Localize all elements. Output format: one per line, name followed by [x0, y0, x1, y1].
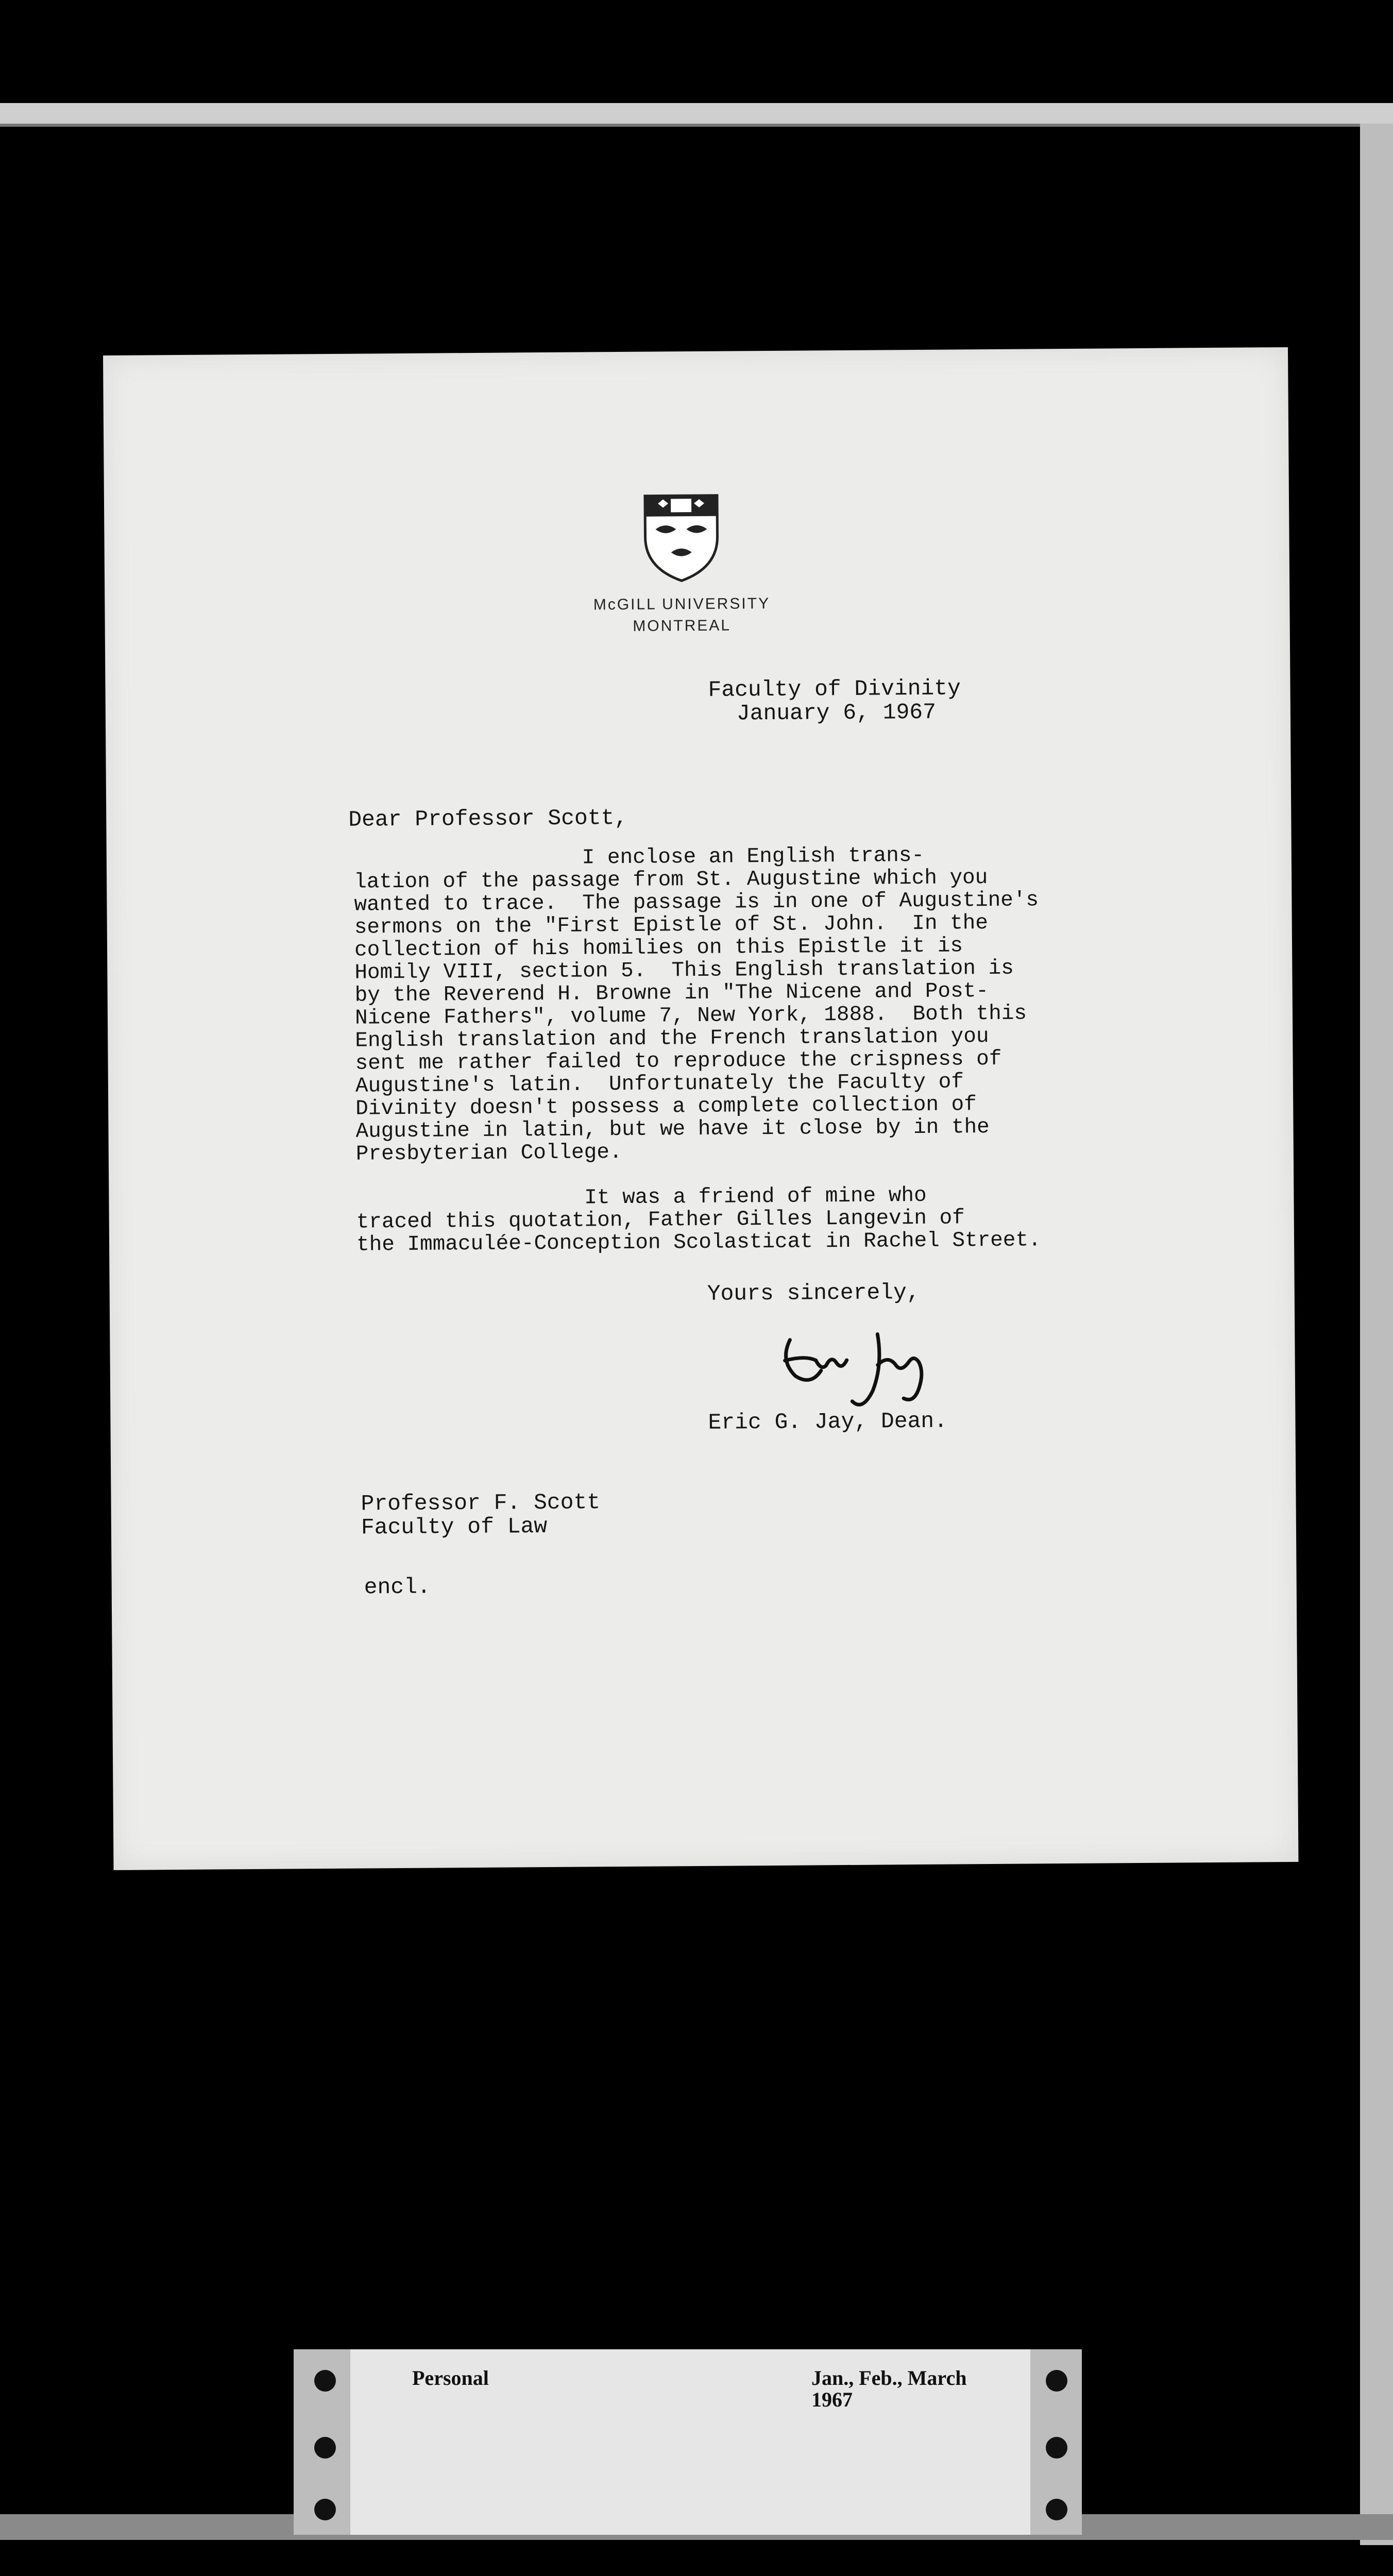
faculty-name: Faculty of Divinity — [708, 675, 961, 703]
signer-name: Eric G. Jay, Dean. — [708, 1408, 948, 1435]
letter-page — [103, 347, 1298, 1870]
signature-icon — [769, 1318, 955, 1423]
punch-hole-icon — [314, 2499, 336, 2520]
archive-year: 1967 — [811, 2388, 853, 2411]
university-name: McGILL UNIVERSITY — [593, 595, 771, 614]
letter-header — [708, 676, 961, 725]
closing: Yours sincerely, — [707, 1279, 920, 1307]
letterhead — [568, 593, 795, 638]
recipient-name: Professor F. Scott — [361, 1489, 601, 1517]
body-paragraph-2: It was a friend of mine who traced this quotation, Father Gilles Langevin of the Immaculée-Conception Scolasticat in Rachel Street. — [356, 1183, 1041, 1257]
archive-months: Jan., Feb., March — [811, 2366, 967, 2389]
archive-category: Personal — [412, 2366, 489, 2389]
punch-hole-icon — [314, 2370, 336, 2392]
enclosure-note: encl. — [364, 1574, 431, 1600]
archive-period — [811, 2367, 966, 2411]
punch-hole-icon — [1046, 2437, 1067, 2459]
recipient-address — [361, 1490, 600, 1539]
body-paragraph-1: I enclose an English trans- lation of the passage from St. Augustine which you wanted to trace. The passage is in one of Augustine's sermons on the "First Epistle of St. John. In the collection of his homilies on this Epistle it is Homily VIII, section 5. This English translation is by the Reverend H. Browne in "The Nicene and Post- Nicene Fathers", volume 7, New York, 1888. Both this English translation and the French translation you sent me rather failed to reproduce the crispness of Augustine's latin. Unfortunately the Faculty of Divinity doesn't possess a complete collection of Augustine in latin, but we have it close by in the Presbyterian College. — [353, 843, 1039, 1166]
film-top-edge — [0, 103, 1393, 127]
university-city: MONTREAL — [633, 617, 732, 635]
punch-hole-icon — [1046, 2370, 1067, 2392]
recipient-department: Faculty of Law — [361, 1514, 548, 1540]
mcgill-crest-icon — [642, 490, 720, 584]
salutation: Dear Professor Scott, — [348, 805, 628, 833]
punch-hole-icon — [314, 2437, 336, 2459]
punch-hole-icon — [1046, 2499, 1067, 2520]
film-right-edge — [1360, 124, 1393, 2545]
letter-date: January 6, 1967 — [736, 699, 937, 726]
